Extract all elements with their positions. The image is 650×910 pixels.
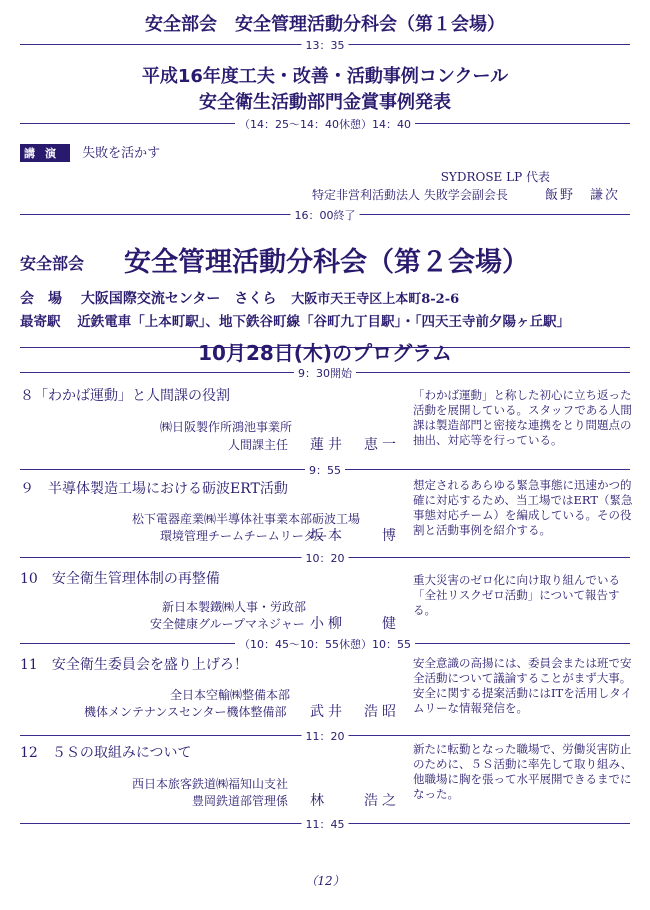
station-label: 最寄駅 [20, 314, 61, 330]
station-row [20, 310, 570, 330]
program-item-org2: 安全健康グループマネジャー [150, 617, 305, 631]
speaker-org2: 特定非営利活動法人 失敗学会副会長 [312, 188, 508, 202]
program-item-org1: 松下電器産業㈱半導体社事業本部砺波工場 [132, 512, 361, 526]
program-item-time: （10：45～10：55休憩）10：55 [235, 636, 415, 652]
program-item-title: ８「わかば運動」と人間課の役割 [20, 388, 230, 404]
speaker-name: 飯野 謙次 [545, 188, 621, 203]
program-item-desc: 重大災害のゼロ化に向け取り組んでいる「全社リスクゼロ活動」について報告する。 [413, 573, 620, 617]
program-start-time: 9：30開始 [294, 365, 356, 381]
station-value: 近鉄電車「上本町駅」、地下鉄谷町線「谷町九丁目駅」・「四天王寺前夕陽ヶ丘駅」 [77, 314, 570, 330]
lecture-label: 講演 [20, 144, 70, 162]
page-number: （12） [305, 874, 345, 888]
lecture-row [20, 142, 160, 162]
venue-value: 大阪国際交流センター さくら [80, 291, 277, 307]
time-start: 13：35 [302, 37, 349, 53]
program-item-desc: 想定されるあらゆる緊急事態に迅速かつ的確に対応するため、当工場ではERT（緊急事態対応チーム）を編成している。その役割と活動事例を紹介する。 [413, 478, 633, 537]
program-item-time: 11：20 [302, 728, 349, 744]
program-item-desc: 新たに転勤となった職場で、労働災害防止のために、５Ｓ活動に率先して取り組み、他職場に胸を張って水平展開できるまでになった。 [413, 742, 633, 801]
program-item-org1: 新日本製鐵㈱人事・労政部 [162, 600, 307, 614]
contest-line1: 平成16年度工夫・改善・活動事例コンクール [141, 66, 509, 87]
program-item-name: 武井 浩昭 [310, 704, 400, 720]
program-item-name: 林 浩之 [310, 793, 400, 809]
section2-title: 安全管理活動分科会（第２会場） [124, 247, 529, 278]
program-item-org2: 人間課主任 [228, 438, 289, 452]
program-item-org2: 機体メンテナンスセンター機体整備部 [84, 705, 287, 719]
program-item-org1: 西日本旅客鉄道㈱福知山支社 [132, 777, 289, 791]
contest-line2: 安全衛生活動部門金賞事例発表 [199, 92, 451, 113]
program-item-org2: 豊岡鉄道部管理係 [192, 794, 289, 808]
program-item-desc: 「わかば運動」と称した初心に立ち返った活動を展開している。スタッフである人間課は製造部門と密接な連携をとり問題点の抽出、対応等を行っている。 [413, 388, 632, 447]
section1-title: 安全部会 安全管理活動分科会（第１会場） [145, 14, 505, 35]
program-item-org1: 全日本空輸㈱整備本部 [170, 688, 291, 702]
program-item-name: 坂本 博 [310, 528, 400, 544]
venue-row [20, 288, 459, 308]
program-item-title: 11 安全衛生委員会を盛り上げろ！ [20, 657, 248, 673]
lecture-title: 失敗を活かす [82, 146, 161, 161]
program-item-time: 11：45 [302, 816, 349, 832]
program-item-title: 10 安全衛生管理体制の再整備 [20, 571, 220, 587]
program-item-time: 9：55 [305, 462, 345, 478]
speaker-org1: SYDROSE LP 代表 [440, 170, 550, 184]
program-item-desc: 安全意識の高揚には、委員会または班で安全活動について議論することがまず大事。安全に関する提案活動にはITを活用しタイムリーな情報発信を。 [413, 656, 632, 715]
program-item-time: 10：20 [302, 550, 349, 566]
program-item-org1: ㈱日阪製作所鴻池事業所 [160, 420, 293, 434]
venue-address: 大阪市天王寺区上本町8-2-6 [291, 292, 460, 307]
program-heading: 10月28日(木)のプログラム [198, 341, 452, 365]
program-item-org2: 環境管理チームチームリーダー [160, 529, 328, 543]
end-time: 16：00終了 [291, 207, 360, 223]
venue-label: 会 場 [20, 291, 62, 307]
section2-label: 安全部会 [20, 254, 85, 273]
program-item-title: ９ 半導体製造工場における砺波ERT活動 [20, 481, 288, 497]
program-item-name: 小柳 健 [310, 616, 400, 632]
program-item-name: 蓮井 恵一 [310, 437, 400, 453]
program-item-title: 12 ５Ｓの取組みについて [20, 745, 192, 761]
break-time: （14：25～14：40休憩）14：40 [235, 116, 415, 132]
